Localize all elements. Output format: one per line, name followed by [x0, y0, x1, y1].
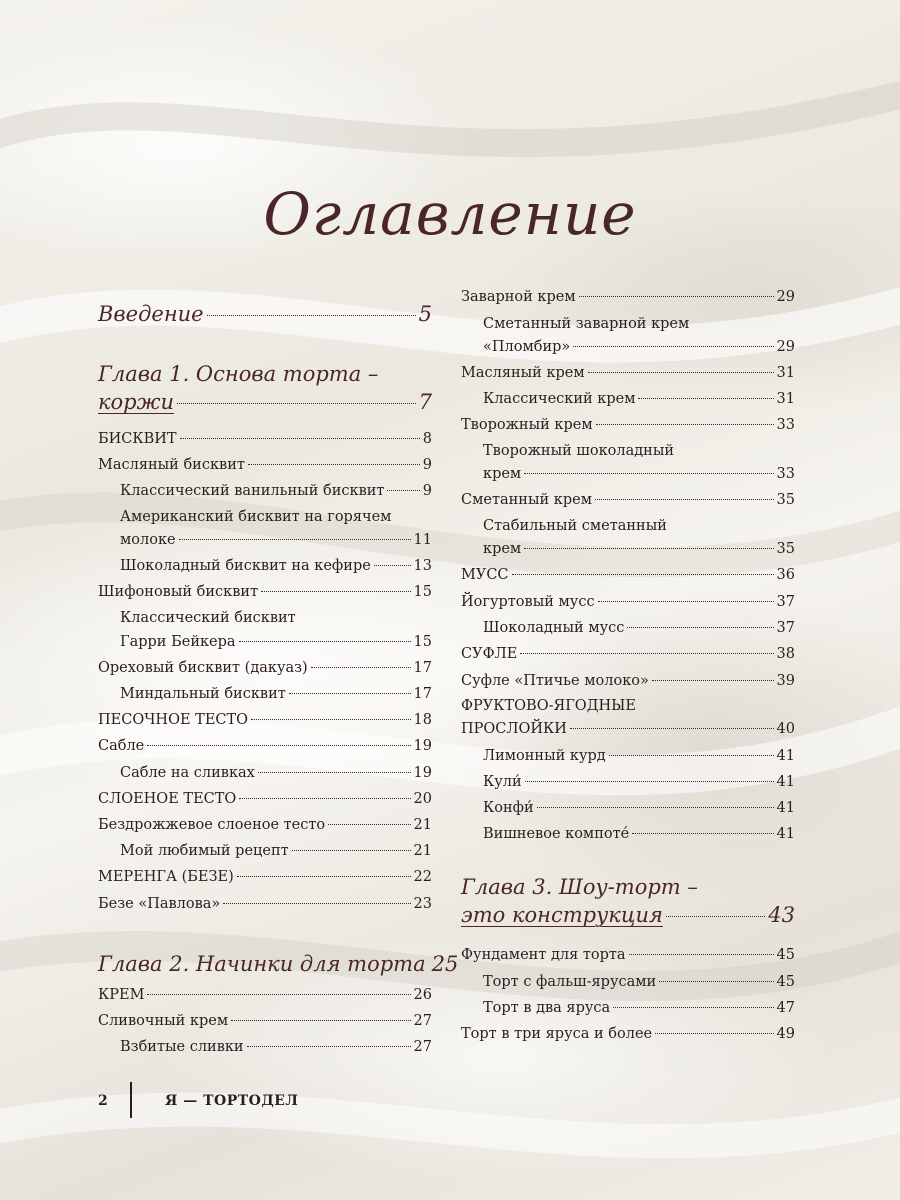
toc-entry[interactable]: ПЕСОЧНОЕ ТЕСТО 18 [98, 712, 432, 728]
toc-entry[interactable]: Заварной крем 29 [461, 289, 795, 305]
toc-entry[interactable]: Йогуртовый мусс 37 [461, 594, 795, 610]
toc-entry[interactable]: Бездрожжевое слоеное тесто 21 [98, 817, 432, 833]
toc-entry[interactable]: Лимонный курд 41 [483, 748, 795, 764]
toc-entry-line1: Американский бисквит на горячем [120, 509, 392, 525]
footer-page-number: 2 [98, 1093, 108, 1109]
toc-entry[interactable]: Торт в два яруса 47 [483, 1000, 795, 1016]
toc-entry[interactable]: «Пломбир» 29 [483, 339, 795, 355]
toc-entry[interactable]: Взбитые сливки 27 [120, 1039, 432, 1055]
toc-entry[interactable]: Масляный бисквит 9 [98, 457, 432, 473]
page-title: Оглавление [263, 180, 637, 248]
toc-entry[interactable]: МЕРЕНГА (БЕЗЕ) 22 [98, 869, 432, 885]
toc-entry[interactable]: молоке 11 [120, 532, 432, 548]
toc-entry[interactable]: крем 35 [483, 541, 795, 557]
footer-book-title: Я — ТОРТОДЕЛ [165, 1093, 299, 1109]
toc-entry[interactable]: Гарри Бейкера 15 [120, 634, 432, 650]
toc-entry[interactable]: ПРОСЛОЙКИ 40 [461, 721, 795, 737]
toc-entry[interactable]: Сабле 19 [98, 738, 432, 754]
toc-entry[interactable]: Сливочный крем 27 [98, 1013, 432, 1029]
toc-entry[interactable]: КРЕМ 26 [98, 987, 432, 1003]
footer-divider [130, 1082, 132, 1118]
toc-chapter-3[interactable]: Глава 3. Шоу-торт – это конструкция 43 [461, 875, 795, 927]
toc-entry[interactable]: крем 33 [483, 466, 795, 482]
toc-entry[interactable]: Творожный крем 33 [461, 417, 795, 433]
toc-entry[interactable]: Фундамент для торта 45 [461, 947, 795, 963]
toc-entry[interactable]: Торт с фальш-ярусами 45 [483, 974, 795, 990]
toc-entry[interactable]: Шоколадный бисквит на кефире 13 [120, 558, 432, 574]
toc-entry[interactable]: СЛОЕНОЕ ТЕСТО 20 [98, 791, 432, 807]
toc-entry[interactable]: Вишневое компоте́ 41 [483, 826, 795, 842]
toc-intro[interactable]: Введение 5 [98, 302, 432, 326]
toc-entry[interactable]: Сабле на сливках 19 [120, 765, 432, 781]
toc-entry[interactable]: МУСС 36 [461, 567, 795, 583]
toc-entry[interactable]: Конфи́ 41 [483, 800, 795, 816]
toc-entry[interactable]: Классический крем 31 [483, 391, 795, 407]
toc-entry[interactable]: Сметанный крем 35 [461, 492, 795, 508]
toc-entry[interactable]: Масляный крем 31 [461, 365, 795, 381]
toc-entry-line1: Классический бисквит [120, 610, 296, 626]
toc-entry[interactable]: Кули́ 41 [483, 774, 795, 790]
toc-chapter-1[interactable]: Глава 1. Основа торта – коржи 7 [98, 362, 432, 414]
toc-entry[interactable]: Торт в три яруса и более 49 [461, 1026, 795, 1042]
toc-entry[interactable]: СУФЛЕ 38 [461, 646, 795, 662]
toc-entry[interactable]: Суфле «Птичье молоко» 39 [461, 673, 795, 689]
toc-entry[interactable]: Классический ванильный бисквит 9 [120, 483, 432, 499]
toc-chapter-2[interactable]: Глава 2. Начинки для торта 25 [98, 952, 459, 976]
toc-entry[interactable]: Миндальный бисквит 17 [120, 686, 432, 702]
toc-entry[interactable]: БИСКВИТ 8 [98, 431, 432, 447]
toc-entry[interactable]: Шифоновый бисквит 15 [98, 584, 432, 600]
toc-entry[interactable]: Ореховый бисквит (дакуаз) 17 [98, 660, 432, 676]
toc-entry-line1: ФРУКТОВО-ЯГОДНЫЕ [461, 698, 636, 714]
toc-entry[interactable]: Шоколадный мусс 37 [483, 620, 795, 636]
toc-entry-line1: Творожный шоколадный [483, 443, 675, 459]
toc-entry[interactable]: Мой любимый рецепт 21 [120, 843, 432, 859]
toc-entry[interactable]: Безе «Павлова» 23 [98, 896, 432, 912]
toc-entry-line1: Стабильный сметанный [483, 518, 667, 534]
toc-entry-line1: Сметанный заварной крем [483, 316, 690, 332]
